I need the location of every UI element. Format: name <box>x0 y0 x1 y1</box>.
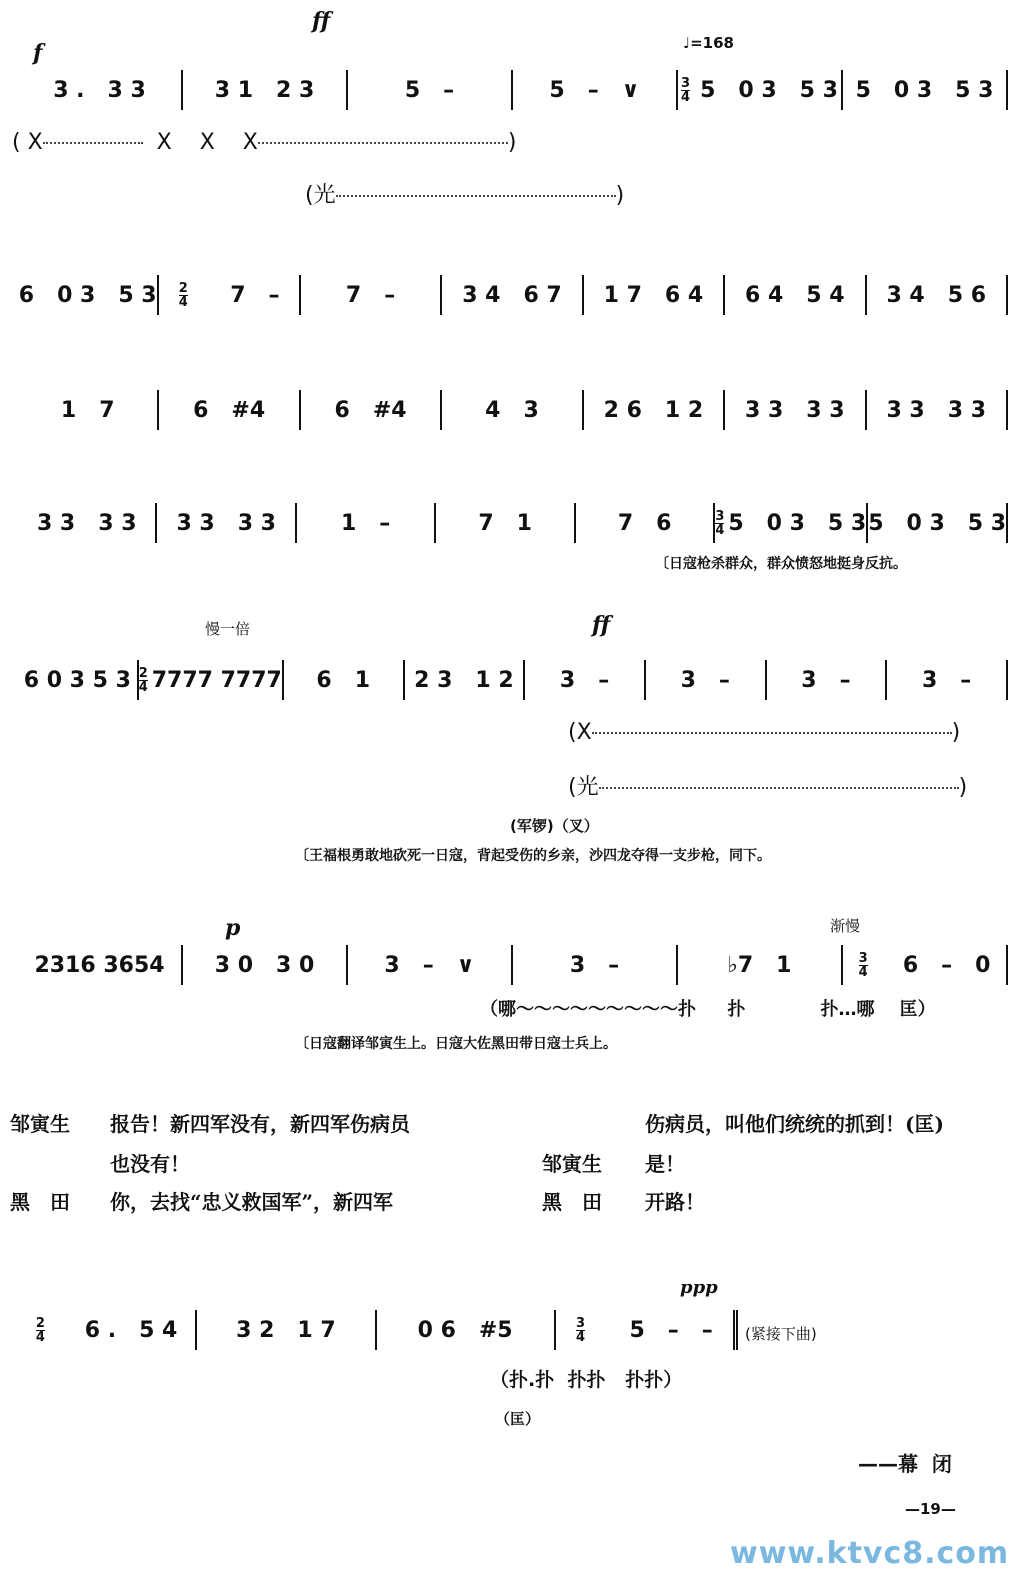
dialogue-speaker: 黑 田 <box>542 1190 602 1214</box>
system-7 <box>18 1305 738 1355</box>
measure-notes: 6 0 3 5 3 <box>18 282 157 308</box>
time-signature: 3 4 <box>681 75 691 105</box>
dynamic-ppp: ppp <box>680 1277 718 1298</box>
measure-notes: 3 0 3 0 <box>214 952 315 978</box>
narration: 〔日寇翻译邹寅生上。日寇大佐黑田带日寇士兵上。 <box>295 1036 617 1052</box>
time-signature: 3 4 <box>575 1315 586 1345</box>
measure <box>348 945 513 985</box>
measure <box>646 660 767 700</box>
tempo-mark: ♩=168 <box>683 34 734 52</box>
measure <box>159 275 300 315</box>
measure <box>513 945 678 985</box>
measure <box>556 1310 738 1350</box>
dynamic-ff: ff <box>592 612 611 638</box>
measure <box>678 945 843 985</box>
measure <box>183 70 348 110</box>
measure-notes: 7777 7777 <box>151 667 282 693</box>
measure <box>377 1310 556 1350</box>
measure <box>442 275 583 315</box>
measure <box>183 945 348 985</box>
dialogue-speaker: 黑 田 <box>10 1190 70 1214</box>
percussion-x-line: ( X X X X ) <box>12 130 517 155</box>
measure <box>678 70 843 110</box>
measure <box>843 70 1008 110</box>
measure-notes: 7 – <box>345 282 396 308</box>
measure <box>868 503 1008 543</box>
measure <box>405 660 526 700</box>
measure-notes: 2316 3654 <box>34 952 165 978</box>
measure <box>525 660 646 700</box>
measure-notes: 3 – <box>921 667 972 693</box>
measure-notes: 3 3 3 3 <box>886 397 986 423</box>
measure <box>18 390 159 430</box>
measure-notes: 1 – <box>341 510 391 536</box>
measure <box>867 275 1008 315</box>
system-5 <box>18 655 1008 705</box>
dialogue-line: 你，去找“忠义救国军”，新四军 <box>110 1190 394 1214</box>
measure-notes: 7 6 <box>617 510 672 536</box>
measure <box>513 70 678 110</box>
dialogue-line: 报告！新四军没有，新四军伤病员 <box>110 1112 410 1136</box>
page-number: —19— <box>905 1500 956 1518</box>
system-3 <box>18 385 1008 435</box>
percussion-guang-line: (光 ) <box>305 183 625 208</box>
dialogue-speaker: 邹寅生 <box>542 1152 602 1176</box>
measure-notes: 3 3 3 3 <box>36 510 137 536</box>
measure <box>18 503 157 543</box>
percussion-guang-line: (光 ) <box>568 775 968 800</box>
measure-notes: 5 – – <box>629 1317 713 1343</box>
tempo-slow-double: 慢一倍 <box>205 620 251 638</box>
measure <box>297 503 436 543</box>
measure <box>576 503 715 543</box>
time-signature: 2 4 <box>35 1315 45 1345</box>
measure-notes: 6 4 5 4 <box>745 282 845 308</box>
measure-notes: 3 2 1 7 <box>236 1317 336 1343</box>
measure-notes: 3 – <box>801 667 851 693</box>
dialogue-line: 开路！ <box>645 1190 705 1214</box>
measure-notes: 5 0 3 5 3 <box>700 77 838 103</box>
measure <box>867 390 1008 430</box>
measure <box>843 945 1008 985</box>
measure <box>18 275 159 315</box>
measure <box>18 70 183 110</box>
measure <box>159 390 300 430</box>
narration: 〔日寇枪杀群众，群众愤怒地挺身反抗。 <box>655 556 907 572</box>
measure-notes: 5 0 3 5 3 <box>728 510 867 536</box>
measure-notes: 3 – <box>569 952 620 978</box>
narration: 〔王福根勇敢地砍死一日寇，背起受伤的乡亲，沙四龙夺得一支步枪，同下。 <box>295 848 771 864</box>
measure <box>725 275 866 315</box>
measure-notes: 6 #4 <box>334 397 407 423</box>
measure <box>348 70 513 110</box>
measure-notes: 3 1 2 3 <box>214 77 315 103</box>
measure-notes: 5 0 3 5 3 <box>868 510 1007 536</box>
measure-notes: 6 #4 <box>193 397 266 423</box>
system-6 <box>18 940 1008 990</box>
measure <box>436 503 575 543</box>
watermark: www.ktvc8.com <box>730 1536 1010 1571</box>
measure <box>584 390 725 430</box>
time-signature: 3 4 <box>858 950 868 980</box>
system-1 <box>18 65 1008 115</box>
measure <box>284 660 405 700</box>
measure-notes: 5 0 3 5 3 <box>855 77 994 103</box>
lyrics: （哪～～～～～～～～～扑 扑 扑…哪 匡） <box>480 999 936 1020</box>
measure-notes: 7 – <box>230 282 280 308</box>
measure-notes: 3 – <box>680 667 730 693</box>
dynamic-p: p <box>225 915 241 941</box>
measure <box>301 390 442 430</box>
measure <box>715 503 868 543</box>
measure <box>725 390 866 430</box>
measure-notes: 6 . 5 4 <box>84 1317 178 1343</box>
measure <box>584 275 725 315</box>
measure <box>301 275 442 315</box>
measure-notes: ♭7 1 <box>727 952 792 978</box>
dialogue-speaker: 邹寅生 <box>10 1112 70 1136</box>
measure-notes: 5 – ∨ <box>549 77 640 103</box>
measure-notes: 7 1 <box>478 510 532 536</box>
measure-notes: 1 7 6 4 <box>603 282 704 308</box>
instrument-label: (军锣)（叉） <box>510 817 599 835</box>
continue-note: (紧接下曲) <box>745 1325 817 1343</box>
measure <box>18 1310 197 1350</box>
measure-notes: 3 4 6 7 <box>462 282 562 308</box>
time-signature: 3 4 <box>715 508 725 538</box>
measure-notes: 4 3 <box>485 397 539 423</box>
measure-notes: 6 – 0 <box>902 952 991 978</box>
measure-notes: 1 7 <box>60 397 115 423</box>
tempo-gradually-slow: 渐慢 <box>830 917 861 935</box>
measure-notes: 2 6 1 2 <box>603 397 704 423</box>
measure-notes: 6 0 3 5 3 <box>23 667 131 693</box>
measure <box>139 660 284 700</box>
measure-notes: 3 3 3 3 <box>176 510 276 536</box>
lyrics: （匡） <box>495 1410 541 1428</box>
measure <box>887 660 1008 700</box>
time-signature: 2 4 <box>138 665 148 695</box>
measure-notes: 3 . 3 3 <box>53 77 146 103</box>
percussion-x-line: (X ) <box>568 720 961 745</box>
measure-notes: 3 3 3 3 <box>745 397 845 423</box>
measure-notes: 5 – <box>404 77 455 103</box>
measure-notes: 3 – ∨ <box>384 952 475 978</box>
dialogue-line: 也没有！ <box>110 1152 190 1176</box>
dialogue-line: 是！ <box>645 1152 685 1176</box>
measure <box>767 660 888 700</box>
measure <box>442 390 583 430</box>
measure-notes: 6 1 <box>316 667 370 693</box>
system-4 <box>18 498 1008 548</box>
measure-notes: 2 3 1 2 <box>414 667 514 693</box>
lyrics: （扑.扑 扑扑 扑扑） <box>490 1369 683 1391</box>
measure <box>197 1310 376 1350</box>
measure <box>157 503 296 543</box>
curtain-close: ——幕 闭 <box>858 1452 952 1476</box>
dynamic-f: f <box>33 40 43 66</box>
measure-notes: 3 4 5 6 <box>886 282 986 308</box>
system-2 <box>18 270 1008 320</box>
measure <box>18 660 139 700</box>
dialogue-line: 伤病员，叫他们统统的抓到！(匡) <box>645 1112 944 1136</box>
time-signature: 2 4 <box>178 280 188 310</box>
measure-notes: 3 – <box>559 667 610 693</box>
measure-notes: 0 6 #5 <box>417 1317 513 1343</box>
dynamic-ff: ff <box>312 8 331 34</box>
measure <box>18 945 183 985</box>
